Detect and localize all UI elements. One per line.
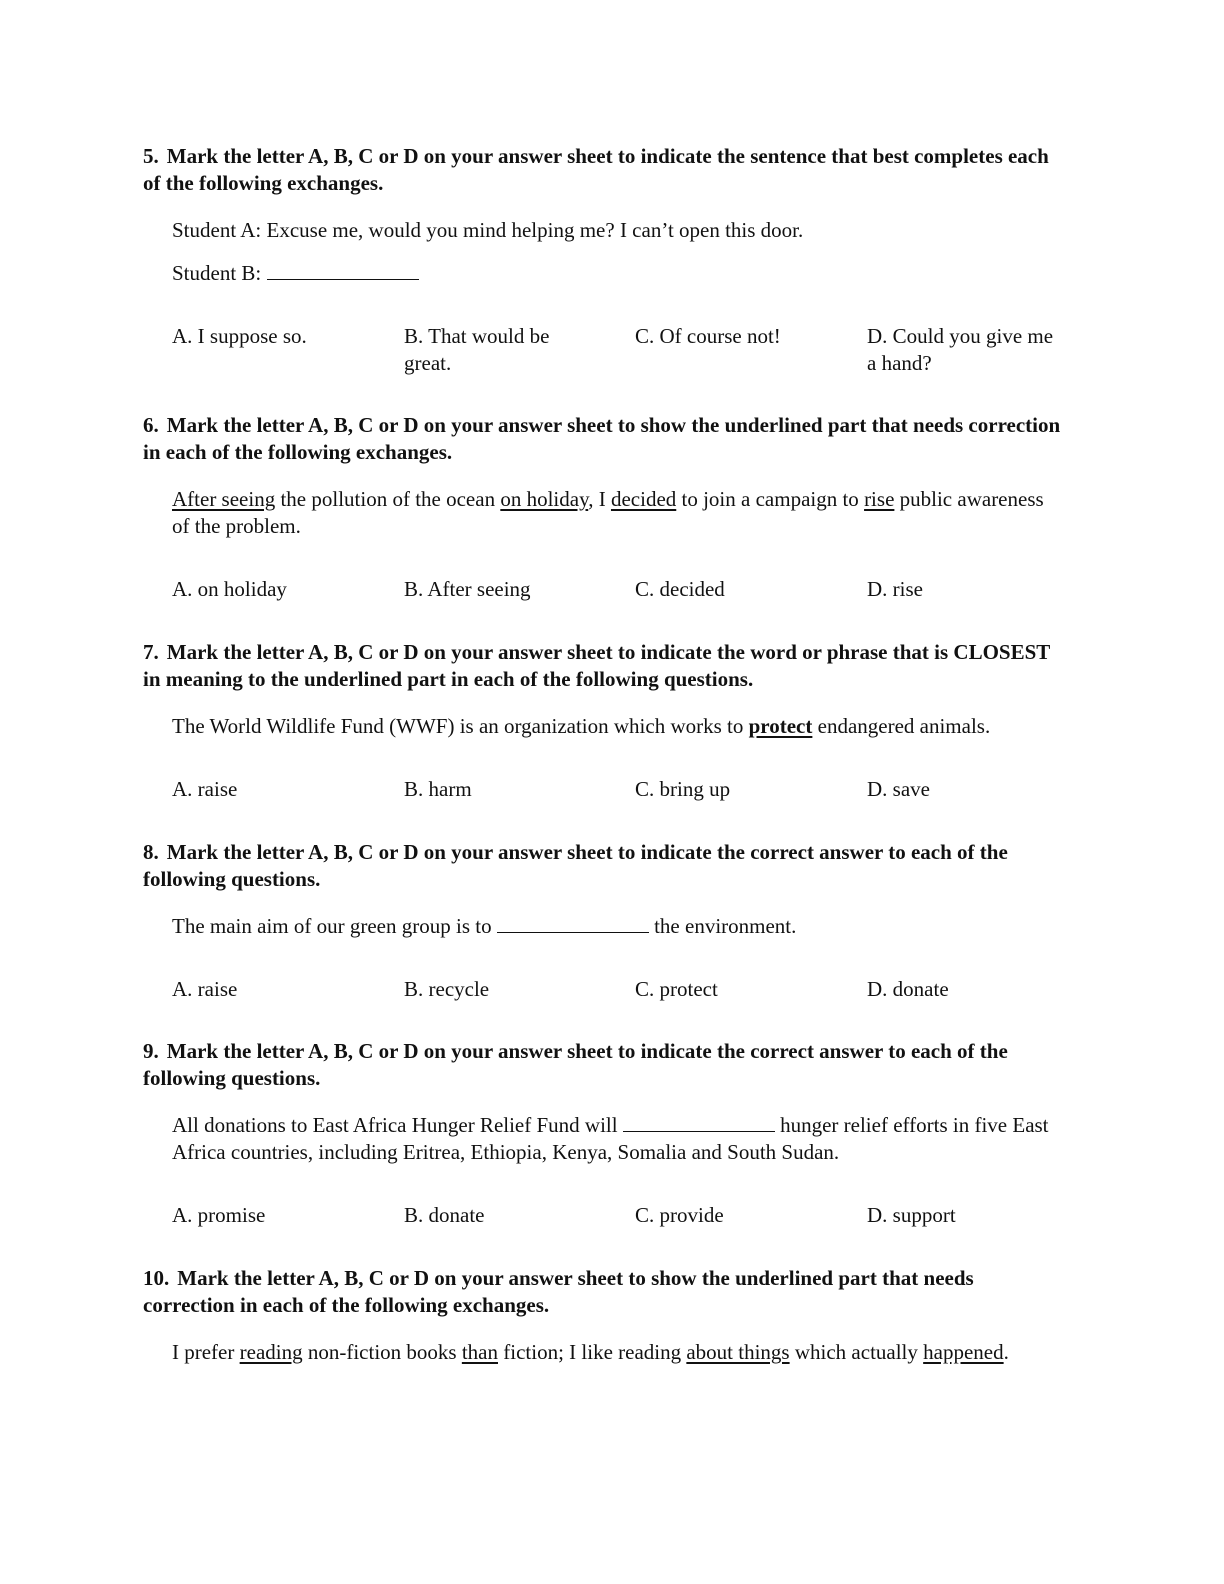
question-number: 10. [143,1266,170,1290]
option-b[interactable]: B. recycle [404,977,490,1001]
underlined-part: rise [864,487,895,511]
question-sentence: I prefer reading non-fiction books than fiction; I like reading about things which actually happened. [172,1340,1009,1364]
question-7 [143,639,1063,830]
options-row [172,776,1063,830]
option-d[interactable]: D. Could you give me a hand? [867,324,1054,375]
underlined-part: about things [686,1340,790,1364]
question-number: 9. [143,1039,159,1063]
underlined-part: on holiday [500,487,589,511]
option-a[interactable]: A. I suppose so. [172,324,307,348]
option-c[interactable]: C. decided [635,577,725,601]
underlined-part: decided [610,487,677,511]
option-a[interactable]: A. raise [172,777,238,801]
question-instruction: 9. Mark the letter A, B, C or D on your answer sheet to indicate the correct answer to each of the following questions. [143,1039,1008,1090]
question-number: 5. [143,144,159,168]
option-d[interactable]: D. save [867,777,930,801]
option-d[interactable]: D. donate [867,977,949,1001]
question-9 [143,1038,1063,1256]
question-instruction: 5. Mark the letter A, B, C or D on your answer sheet to indicate the sentence that best completes each of the following exchanges. [143,144,1049,195]
question-10 [143,1265,1063,1366]
question-instruction: 6. Mark the letter A, B, C or D on your answer sheet to show the underlined part that needs correction in each of the following exchanges. [143,413,1061,464]
option-a[interactable]: A. raise [172,977,238,1001]
question-sentence: The main aim of our green group is to the environment. [172,914,797,938]
underlined-part: reading [239,1340,303,1364]
options-row [172,576,1063,630]
question-number: 6. [143,413,159,437]
answer-blank [623,1113,775,1132]
underlined-part: than [461,1340,498,1364]
underlined-part: happened [923,1340,1004,1364]
option-c[interactable]: C. provide [635,1203,724,1227]
underlined-part: protect [748,714,813,738]
dialogue-line-a: Student A: Excuse me, would you mind helping me? I can’t open this door. [172,218,804,242]
question-6 [143,412,1063,630]
question-instruction: 10. Mark the letter A, B, C or D on your answer sheet to show the underlined part that needs correction in each of the following exchanges. [143,1266,974,1317]
question-8 [143,839,1063,1030]
options-row [172,323,1063,377]
option-a[interactable]: A. promise [172,1203,266,1227]
option-d[interactable]: D. rise [867,577,923,601]
dialogue-line-b: Student B: [172,260,1063,287]
question-sentence: The World Wildlife Fund (WWF) is an organization which works to protect endangered animals. [172,714,991,738]
question-number: 7. [143,640,159,664]
answer-blank [267,261,419,280]
option-c[interactable]: C. Of course not! [635,324,781,348]
answer-blank [497,914,649,933]
question-5 [143,143,1063,377]
options-row [172,976,1063,1030]
option-b[interactable]: B. harm [404,777,472,801]
option-c[interactable]: C. bring up [635,777,731,801]
question-instruction: 8. Mark the letter A, B, C or D on your answer sheet to indicate the correct answer to each of the following questions. [143,840,1008,891]
option-b[interactable]: B. donate [404,1203,485,1227]
options-row [172,1202,1063,1256]
option-b[interactable]: B. That would be great. [404,324,550,375]
question-instruction: 7. Mark the letter A, B, C or D on your answer sheet to indicate the word or phrase that is CLOSEST in meaning to the underlined part in each of the following questions. [143,640,1050,691]
option-a[interactable]: A. on holiday [172,577,287,601]
question-number: 8. [143,840,159,864]
underlined-part: After seeing [172,487,276,511]
option-c[interactable]: C. protect [635,977,718,1001]
option-d[interactable]: D. support [867,1203,956,1227]
question-sentence: After seeing the pollution of the ocean on holiday, I decided to join a campaign to rise public awareness of the problem. [172,487,1044,538]
option-b[interactable]: B. After seeing [404,577,531,601]
question-sentence: All donations to East Africa Hunger Relief Fund will hunger relief efforts in five East Africa countries, including Eritrea, Ethiopia, Kenya, Somalia and South Sudan. [172,1113,1049,1164]
